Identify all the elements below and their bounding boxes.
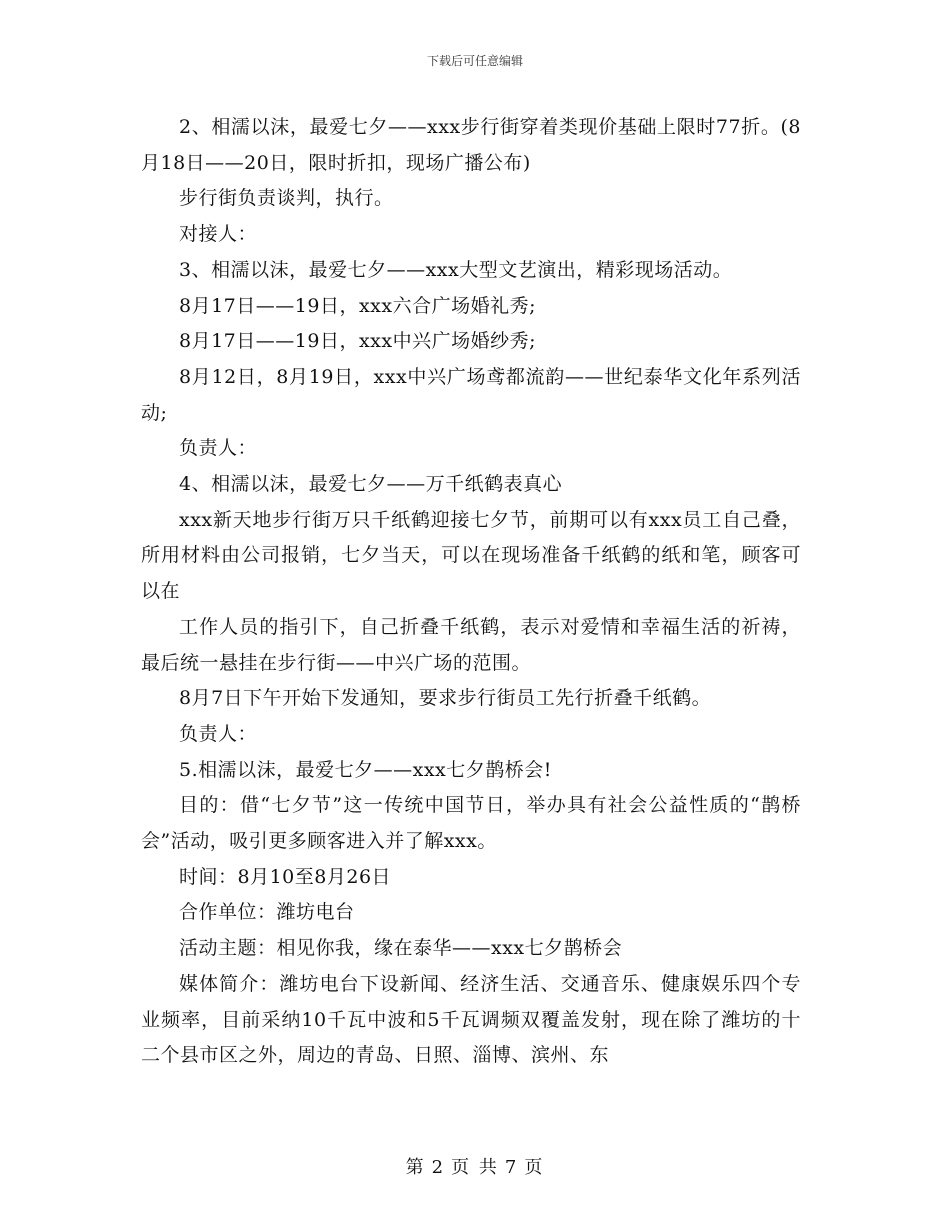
paragraph: 8月17日——19日，xxx六合广场婚礼秀; (179, 294, 536, 317)
paragraph: 合作单位：潍坊电台 (179, 901, 355, 924)
paragraph: 4、相濡以沫，最爱七夕——万千纸鹤表真心 (179, 473, 563, 496)
paragraph: 目的：借“七夕节”这一传统中国节日，举办具有社会公益性质的“鹊桥会”活动，吸引更多顾客进入并了解xxx。 (141, 794, 801, 853)
paragraph: 工作人员的指引下，自己折叠千纸鹤，表示对爱情和幸福生活的祈祷，最后统一悬挂在步行街——中兴广场的范围。 (141, 615, 801, 674)
paragraph: 媒体简介：潍坊电台下设新闻、经济生活、交通音乐、健康娱乐四个专业频率，目前采纳10千瓦中波和5千瓦调频双覆盖发射，现在除了潍坊的十二个县市区之外，周边的青岛、日照、淄博、滨州、东 (141, 972, 801, 1067)
paragraph: 活动主题：相见你我，缘在泰华——xxx七夕鹊桥会 (179, 937, 623, 960)
paragraph: 步行街负责谈判，执行。 (179, 187, 394, 210)
page-number-middle: 页 共 (451, 1157, 499, 1178)
paragraph: 8月17日——19日，xxx中兴广场婚纱秀; (179, 330, 536, 353)
paragraph: 8月7日下午开始下发通知，要求步行街员工先行折叠千纸鹤。 (179, 687, 712, 710)
page-number-total: 7 (504, 1157, 519, 1178)
paragraph: 对接人： (179, 223, 258, 246)
paragraph: 5.相濡以沫，最爱七夕——xxx七夕鹊桥会! (179, 758, 552, 781)
paragraph: 负责人： (179, 722, 258, 745)
document-body (141, 110, 801, 1074)
paragraph: 8月12日，8月19日，xxx中兴广场鸢都流韵——世纪泰华文化年系列活动; (141, 365, 801, 424)
page-header-note: 下载后可任意编辑 (426, 54, 523, 68)
paragraph: 2、相濡以沫，最爱七夕——xxx步行街穿着类现价基础上限时77折。(8月18日——20日，限时折扣，现场广播公布) (141, 116, 801, 174)
paragraph: 时间：8月10至8月26日 (179, 865, 392, 888)
page-number-footer (0, 1153, 950, 1179)
page-number-current: 2 (431, 1157, 446, 1178)
page-number-prefix: 第 (405, 1157, 426, 1178)
paragraph: 3、相濡以沫，最爱七夕——xxx大型文艺演出，精彩现场活动。 (179, 258, 733, 281)
paragraph: xxx新天地步行街万只千纸鹤迎接七夕节，前期可以有xxx员工自己叠，所用材料由公司报销，七夕当天，可以在现场准备千纸鹤的纸和笔，顾客可以在 (141, 508, 801, 603)
page-number-suffix: 页 (524, 1157, 545, 1178)
paragraph: 负责人： (179, 437, 258, 460)
